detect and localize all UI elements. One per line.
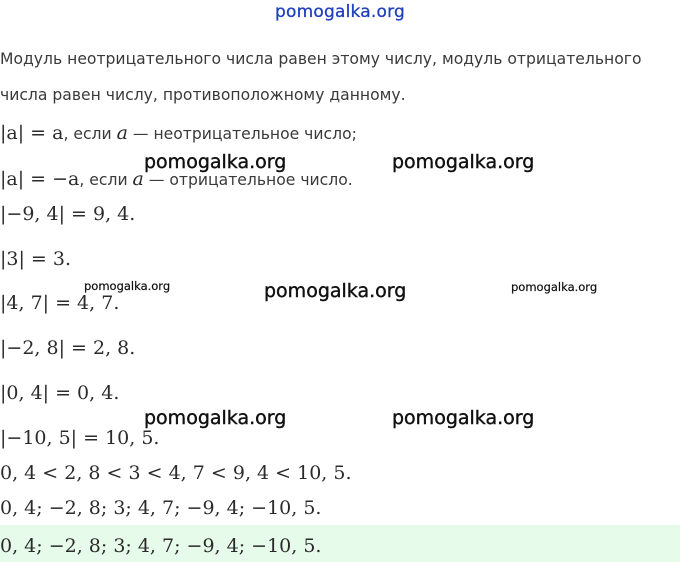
rule-nonnegative-variable: a [116, 122, 128, 144]
rule-negative-condition-prefix: , если [79, 171, 133, 189]
intro-paragraph: Модуль неотрицательного числа равен этому числу, модуль отрицательного числа равен числу, противоположному данному. [0, 50, 642, 104]
answer-line: 0, 4; −2, 8; 3; 4, 7; −9, 4; −10, 5. [0, 535, 322, 557]
order-line: 0, 4; −2, 8; 3; 4, 7; −9, 4; −10, 5. [0, 497, 322, 519]
watermark: pomogalka.org [144, 151, 287, 173]
site-header-link[interactable]: pomogalka.org [275, 2, 405, 22]
watermark: pomogalka.org [392, 151, 535, 173]
watermark: pomogalka.org [84, 279, 171, 293]
rule-negative-condition: — отрицательное число. [143, 171, 353, 189]
watermark: pomogalka.org [511, 280, 598, 294]
example-line: |−10, 5| = 10, 5. [0, 427, 160, 449]
comparison-line: 0, 4 < 2, 8 < 3 < 4, 7 < 9, 4 < 10, 5. [0, 462, 352, 484]
watermark: pomogalka.org [392, 407, 535, 429]
rule-nonnegative-condition-prefix: , если [63, 125, 117, 143]
watermark: pomogalka.org [144, 407, 287, 429]
example-line: |4, 7| = 4, 7. [0, 292, 120, 314]
rule-nonnegative-condition: — неотрицательное число; [127, 125, 357, 143]
example-line: |−2, 8| = 2, 8. [0, 337, 136, 359]
example-line: |0, 4| = 0, 4. [0, 382, 120, 404]
answer-highlight [0, 525, 680, 562]
rule-nonnegative-formula: |a| = a [0, 122, 64, 144]
rule-negative-formula: |a| = −a [0, 168, 80, 190]
watermark: pomogalka.org [264, 280, 407, 302]
rule-negative-variable: a [132, 168, 144, 190]
rule-nonnegative [0, 122, 357, 145]
example-line: |3| = 3. [0, 248, 72, 270]
example-line: |−9, 4| = 9, 4. [0, 203, 136, 225]
